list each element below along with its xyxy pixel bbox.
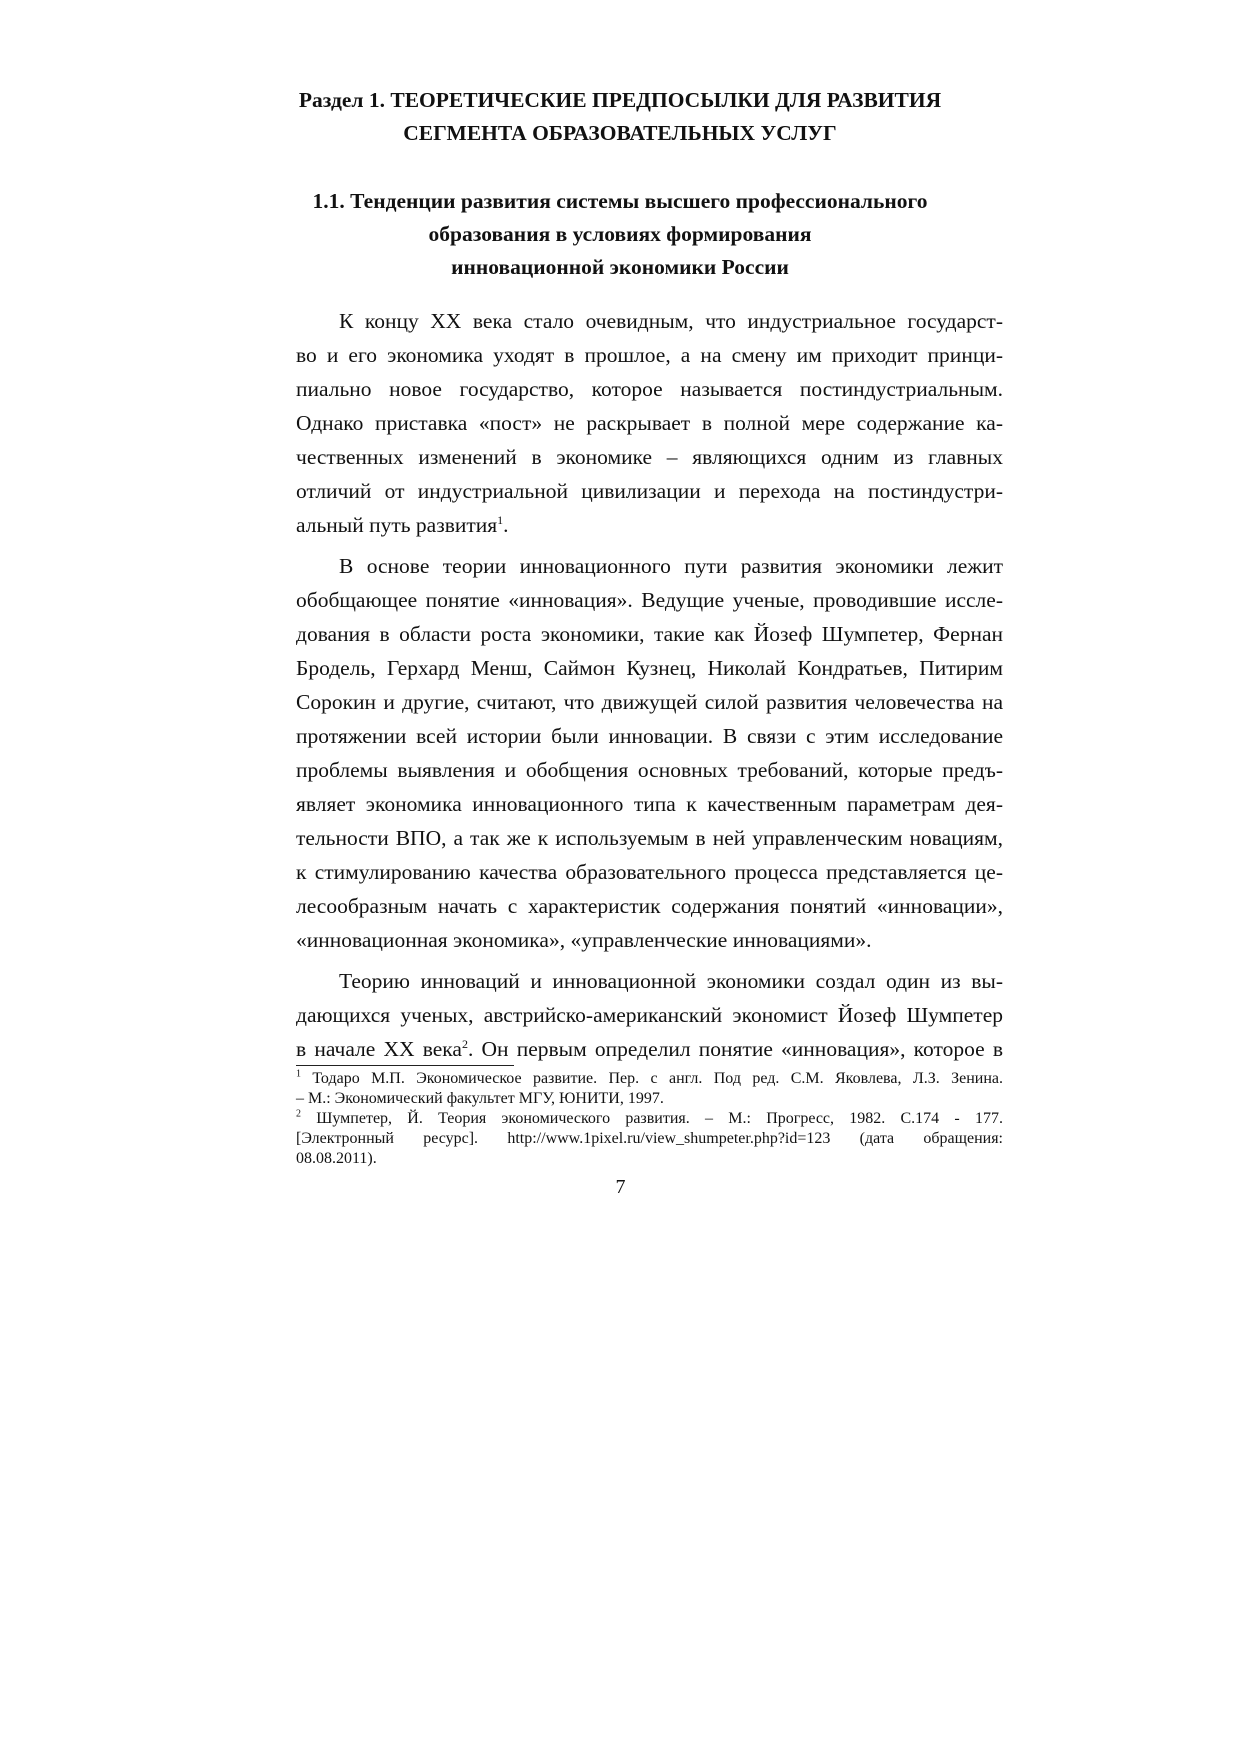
- text-line: протяжении всей истории были инновации. В связи с этим исследование: [296, 724, 1003, 748]
- text-line: лесообразным начать с характеристик содержания понятий «инновации»,: [296, 894, 1003, 918]
- section-title-line: СЕГМЕНТА ОБРАЗОВАТЕЛЬНЫХ УСЛУГ: [403, 121, 837, 145]
- footnote-line: [296, 1109, 1003, 1129]
- footnote-text: Шумпетер, Й. Теория экономического развития. – М.: Прогресс, 1982. С.174 - 177.: [301, 1110, 1003, 1127]
- text-segment: альный путь развития: [296, 513, 498, 537]
- footnote-separator: [296, 1065, 514, 1066]
- footnotes: [296, 1069, 1003, 1169]
- text-line: «инновационная экономика», «управленческие инновациями».: [296, 928, 872, 952]
- text-line: являет экономика инновационного типа к качественным параметрам дея-: [296, 792, 1003, 816]
- text-segment: . Он первым определил понятие «инновация», которое в: [467, 1037, 1003, 1061]
- text-line: [296, 508, 1003, 542]
- text-line: [296, 1032, 1003, 1066]
- text-line: Сорокин и другие, считают, что движущей силой развития человечества на: [296, 690, 1003, 714]
- text-line: чественных изменений в экономике – являющихся одним из главных: [296, 445, 1003, 469]
- text-line: к стимулированию качества образовательного процесса представляется це-: [296, 860, 1003, 884]
- subsection-title-line: образования в условиях формирования: [428, 222, 812, 246]
- text-line: во и его экономика уходят в прошлое, а на смену им приходит принци-: [296, 343, 1003, 367]
- footnote-marker: 2: [296, 1108, 301, 1120]
- text-line: Однако приставка «пост» не раскрывает в полной мере содержание ка-: [296, 411, 1003, 435]
- page-number: 7: [615, 1176, 626, 1198]
- subsection-title-line: инновационной экономики России: [451, 255, 789, 279]
- text-line: В основе теории инновационного пути развития экономики лежит: [339, 554, 1003, 578]
- text-line: Бродель, Герхард Менш, Саймон Кузнец, Николай Кондратьев, Питирим: [296, 656, 1003, 680]
- text-line: К концу XX века стало очевидным, что индустриальное государст-: [339, 309, 1003, 333]
- text-line: пиально новое государство, которое называется постиндустриальным.: [296, 377, 1003, 401]
- footnote-line: 08.08.2011).: [296, 1150, 377, 1167]
- section-title: [250, 84, 990, 150]
- text-line: обобщающее понятие «инновация». Ведущие ученые, проводившие иссле-: [296, 588, 1003, 612]
- text-line: дования в области роста экономики, такие как Йозеф Шумпетер, Фернан: [296, 622, 1003, 646]
- footnote-marker: 1: [296, 1068, 301, 1080]
- footnote-text: Тодаро М.П. Экономическое развитие. Пер. с англ. Под ред. С.М. Яковлева, Л.З. Зенина.: [301, 1070, 1003, 1087]
- text-line: Теорию инноваций и инновационной экономики создал один из вы-: [339, 969, 1003, 993]
- text-segment: в начале XX века: [296, 1037, 462, 1061]
- text-line: дающихся ученых, австрийско-американский экономист Йозеф Шумпетер: [296, 1003, 1003, 1027]
- text-segment: .: [503, 513, 509, 537]
- subsection-title: [250, 185, 990, 284]
- footnote-line: – М.: Экономический факультет МГУ, ЮНИТИ, 1997.: [296, 1090, 664, 1107]
- footnote-line: [296, 1069, 1003, 1089]
- footnote-line: [Электронный ресурс]. http://www.1pixel.ru/view_shumpeter.php?id=123 (дата обращения:: [296, 1130, 1003, 1147]
- footnote-ref-2: 2: [461, 1036, 468, 1051]
- subsection-title-line: 1.1. Тенденции развития системы высшего профессионального: [312, 189, 928, 213]
- body-text: [296, 304, 1003, 1066]
- text-line: отличий от индустриальной цивилизации и перехода на постиндустри-: [296, 479, 1003, 503]
- text-line: проблемы выявления и обобщения основных требований, которые предъ-: [296, 758, 1003, 782]
- text-line: тельности ВПО, а так же к используемым в ней управленческим новациям,: [296, 826, 1003, 850]
- section-title-line: Раздел 1. ТЕОРЕТИЧЕСКИЕ ПРЕДПОСЫЛКИ ДЛЯ РАЗВИТИЯ: [298, 88, 942, 112]
- footnote-ref-1: 1: [497, 512, 504, 527]
